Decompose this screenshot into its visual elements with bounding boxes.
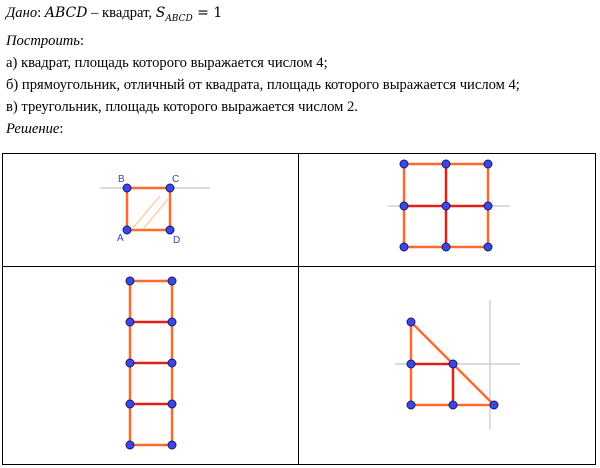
label-b: B [118, 174, 125, 185]
grid-point [484, 202, 492, 210]
grid-point [126, 359, 134, 367]
grid-point [407, 360, 415, 368]
grid-point [400, 202, 408, 210]
grid-point [449, 401, 457, 409]
panel-unit-square [100, 174, 210, 246]
grid-point [168, 359, 176, 367]
grid-point [126, 277, 134, 285]
solution-line: Решение: [6, 120, 64, 137]
grid-point [400, 160, 408, 168]
task-c: в) треугольник, площадь которого выражается числом 2. [6, 98, 358, 115]
grid-point [484, 243, 492, 251]
solution-label: Решение [6, 120, 60, 137]
figure-table [3, 154, 596, 465]
square-name: ABCD [44, 5, 88, 21]
panel-square-area-4 [388, 160, 510, 251]
grid-point [407, 318, 415, 326]
hatch-line [133, 196, 160, 228]
grid-point [126, 318, 134, 326]
grid-point [126, 400, 134, 408]
grid-point [126, 441, 134, 449]
panel-rectangle-area-4 [126, 277, 176, 449]
grid-point [168, 400, 176, 408]
task-b: б) прямоугольник, отличный от квадрата, площадь которого выражается числом 4; [6, 76, 520, 93]
grid-point [168, 441, 176, 449]
grid-point [400, 243, 408, 251]
area-value: = 1 [192, 5, 223, 21]
grid-point [407, 401, 415, 409]
label-d: D [173, 235, 181, 246]
point-a [123, 226, 131, 234]
grid-point [442, 243, 450, 251]
rectangle-1x4 [130, 281, 172, 445]
grid-point [168, 318, 176, 326]
area-symbol: S [155, 5, 166, 21]
construct-label: Построить [6, 32, 80, 49]
grid-point [484, 160, 492, 168]
task-a: а) квадрат, площадь которого выражается числом 4; [6, 54, 328, 71]
label-a: A [117, 233, 124, 244]
grid-point [168, 277, 176, 285]
area-subscript: ABCD [165, 13, 193, 24]
grid-point [442, 160, 450, 168]
label-c: C [172, 174, 180, 185]
point-c [166, 184, 174, 192]
given-label: Дано [6, 5, 38, 21]
given-line: Дано: ABCD – квадрат, $S_{ABCD} = 1$ [6, 5, 223, 24]
grid-point [449, 360, 457, 368]
point-d [166, 226, 174, 234]
construct-line: Построить: [6, 32, 84, 49]
grid-point [490, 401, 498, 409]
grid-point [442, 202, 450, 210]
panel-triangle-area-2 [395, 300, 520, 430]
point-b [123, 184, 131, 192]
hatch-line [144, 199, 168, 228]
